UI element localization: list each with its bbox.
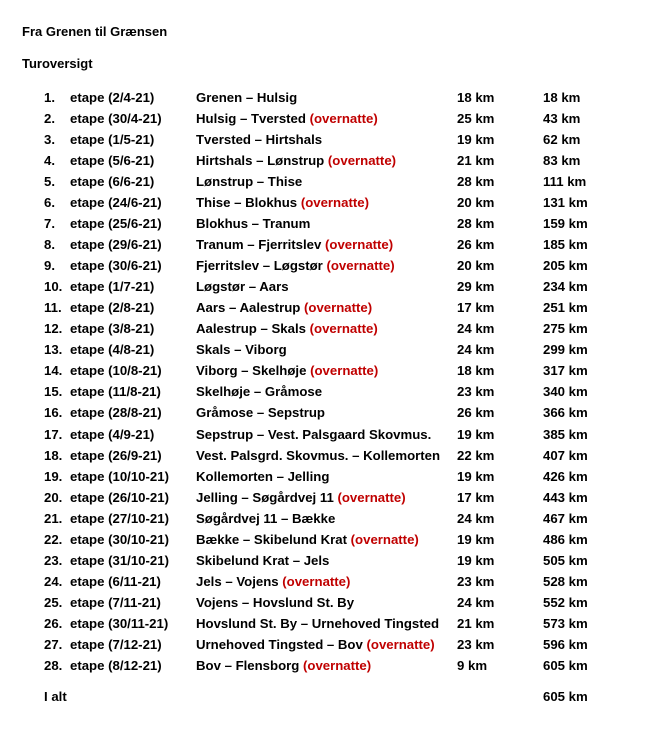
stage-route-text: Blokhus – Tranum: [196, 216, 311, 232]
stage-distance: 24 km: [457, 321, 495, 337]
stage-route: [196, 466, 329, 487]
stage-cumulative-distance: 299 km: [543, 342, 588, 358]
stage-distance: 17 km: [457, 300, 495, 316]
stage-distance: 29 km: [457, 279, 495, 295]
stage-number: 11.: [44, 300, 62, 316]
stage-route-text: Skelhøje – Gråmose: [196, 384, 323, 400]
stage-route-text: Gråmose – Sepstrup: [196, 405, 325, 421]
stage-route-text: Hovslund St. By – Urnehoved Tingsted: [196, 615, 440, 631]
stage-route-text: Jels – Vojens: [196, 573, 279, 589]
stage-distance: 9 km: [457, 657, 488, 673]
overnight-note: (overnatte): [309, 321, 378, 337]
overnight-note: (overnatte): [309, 111, 378, 127]
stage-route: [196, 129, 322, 150]
stage-list: [0, 87, 646, 676]
stage-distance: 23 km: [457, 636, 495, 652]
overnight-note: (overnatte): [350, 531, 419, 547]
stage-route-text: Thise – Blokhus: [196, 195, 298, 211]
stage-date: etape (25/6-21): [70, 216, 162, 232]
stage-route: [196, 234, 393, 255]
stage-date: etape (7/12-21): [70, 636, 162, 652]
stage-cumulative-distance: 251 km: [543, 300, 588, 316]
stage-row: [0, 592, 646, 613]
stage-route: [196, 318, 378, 339]
stage-date: etape (2/4-21): [70, 90, 155, 105]
stage-number: 28.: [44, 657, 63, 673]
stage-cumulative-distance: 185 km: [543, 237, 588, 253]
stage-cumulative-distance: 340 km: [543, 384, 588, 400]
stage-number: 4.: [44, 153, 55, 169]
stage-number: 5.: [44, 174, 55, 190]
stage-route-text: Fjerritslev – Løgstør: [196, 258, 323, 274]
stage-number: 7.: [44, 216, 55, 232]
stage-date: etape (11/8-21): [70, 384, 161, 400]
stage-number: 8.: [44, 237, 55, 253]
stage-route: [196, 550, 329, 571]
stage-distance: 21 km: [457, 153, 495, 169]
stage-row: [0, 571, 646, 592]
stage-date: etape (8/12-21): [70, 657, 162, 673]
stage-route: [196, 613, 439, 634]
stage-row: [0, 424, 646, 445]
stage-number: 16.: [44, 405, 63, 421]
stage-route-text: Viborg – Skelhøje: [196, 363, 307, 379]
stage-number: 25.: [44, 594, 63, 610]
stage-route-text: Aalestrup – Skals: [196, 321, 306, 337]
stage-route-text: Søgårdvej 11 – Bække: [196, 510, 336, 526]
stage-distance: 19 km: [457, 468, 495, 484]
stage-date: etape (3/8-21): [70, 321, 155, 337]
stage-distance: 22 km: [457, 447, 495, 463]
stage-row: [0, 150, 646, 171]
stage-row: [0, 192, 646, 213]
overnight-note: (overnatte): [303, 657, 372, 673]
total-value: 605 km: [543, 689, 588, 704]
stage-cumulative-distance: 366 km: [543, 405, 588, 421]
stage-distance: 24 km: [457, 510, 495, 526]
stage-date: etape (26/10-21): [70, 489, 169, 505]
stage-route-text: Kollemorten – Jelling: [196, 468, 330, 484]
stage-date: etape (30/6-21): [70, 258, 162, 274]
stage-route: [196, 171, 302, 192]
stage-route-text: Bække – Skibelund Krat: [196, 531, 347, 547]
stage-route-text: Skibelund Krat – Jels: [196, 552, 330, 568]
overnight-note: (overnatte): [366, 636, 435, 652]
stage-distance: 28 km: [457, 216, 495, 232]
stage-distance: 18 km: [457, 90, 495, 105]
stage-row: [0, 634, 646, 655]
stage-route: [196, 508, 335, 529]
stage-route-text: Hulsig – Tversted: [196, 111, 306, 127]
stage-route: [196, 634, 435, 655]
stage-route: [196, 339, 287, 360]
stage-number: 14.: [44, 363, 63, 379]
stage-date: etape (6/6-21): [70, 174, 155, 190]
total-label: I alt: [44, 689, 67, 704]
stage-route-text: Tranum – Fjerritslev: [196, 237, 322, 253]
stage-date: etape (27/10-21): [70, 510, 169, 526]
stage-number: 24.: [44, 573, 63, 589]
stage-date: etape (6/11-21): [70, 573, 161, 589]
stage-route: [196, 297, 372, 318]
stage-distance: 25 km: [457, 111, 495, 127]
stage-route: [196, 108, 378, 129]
document-subtitle: Turoversigt: [22, 56, 93, 71]
stage-cumulative-distance: 407 km: [543, 447, 588, 463]
overnight-note: (overnatte): [300, 195, 369, 211]
stage-route-text: Lønstrup – Thise: [196, 174, 303, 190]
stage-distance: 19 km: [457, 531, 495, 547]
stage-row: [0, 87, 646, 108]
stage-distance: 23 km: [457, 573, 495, 589]
stage-cumulative-distance: 467 km: [543, 510, 588, 526]
stage-route-text: Bov – Flensborg: [196, 657, 300, 673]
stage-route-text: Tversted – Hirtshals: [196, 132, 323, 148]
stage-row: [0, 402, 646, 423]
stage-route-text: Skals – Viborg: [196, 342, 287, 358]
stage-row: [0, 613, 646, 634]
stage-date: etape (31/10-21): [70, 552, 169, 568]
stage-date: etape (30/10-21): [70, 531, 169, 547]
overnight-note: (overnatte): [304, 300, 373, 316]
stage-row: [0, 529, 646, 550]
stage-route: [196, 424, 431, 445]
stage-cumulative-distance: 43 km: [543, 111, 581, 127]
total-row: [0, 686, 646, 707]
stage-route-text: Vojens – Hovslund St. By: [196, 594, 355, 610]
overnight-note: (overnatte): [337, 489, 406, 505]
stage-cumulative-distance: 573 km: [543, 615, 588, 631]
stage-number: 9.: [44, 258, 55, 274]
stage-route: [196, 445, 440, 466]
stage-date: etape (1/5-21): [70, 132, 155, 148]
stage-number: 6.: [44, 195, 55, 211]
stage-route-text: Hirtshals – Lønstrup: [196, 153, 325, 169]
stage-route: [196, 276, 289, 297]
stage-route-text: Sepstrup – Vest. Palsgaard Skovmus.: [196, 426, 432, 442]
stage-distance: 19 km: [457, 132, 495, 148]
stage-route: [196, 360, 378, 381]
stage-cumulative-distance: 443 km: [543, 489, 588, 505]
stage-route-text: Urnehoved Tingsted – Bov: [196, 636, 363, 652]
stage-route-text: Grenen – Hulsig: [196, 90, 298, 105]
stage-cumulative-distance: 275 km: [543, 321, 588, 337]
overnight-note: (overnatte): [310, 363, 379, 379]
stage-row: [0, 255, 646, 276]
stage-route: [196, 571, 350, 592]
stage-number: 26.: [44, 615, 63, 631]
stage-row: [0, 466, 646, 487]
overnight-note: (overnatte): [282, 573, 351, 589]
stage-cumulative-distance: 385 km: [543, 426, 588, 442]
stage-route-text: Løgstør – Aars: [196, 279, 289, 295]
stage-row: [0, 360, 646, 381]
stage-route: [196, 655, 371, 676]
stage-distance: 26 km: [457, 237, 495, 253]
stage-route: [196, 529, 419, 550]
stage-route-text: Jelling – Søgårdvej 11: [196, 489, 334, 505]
stage-distance: 20 km: [457, 195, 495, 211]
stage-distance: 18 km: [457, 363, 495, 379]
stage-date: etape (5/6-21): [70, 153, 155, 169]
stage-cumulative-distance: 83 km: [543, 153, 581, 169]
stage-route: [196, 255, 395, 276]
stage-cumulative-distance: 159 km: [543, 216, 588, 232]
stage-number: 18.: [44, 447, 63, 463]
stage-cumulative-distance: 18 km: [543, 90, 581, 105]
stage-number: 27.: [44, 636, 63, 652]
stage-route: [196, 87, 297, 108]
stage-route: [196, 381, 322, 402]
stage-number: 21.: [44, 510, 63, 526]
stage-number: 17.: [44, 426, 63, 442]
stage-row: [0, 276, 646, 297]
stage-distance: 23 km: [457, 384, 495, 400]
stage-distance: 28 km: [457, 174, 495, 190]
stage-distance: 26 km: [457, 405, 495, 421]
stage-date: etape (1/7-21): [70, 279, 155, 295]
stage-distance: 20 km: [457, 258, 495, 274]
stage-number: 2.: [44, 111, 55, 127]
stage-number: 10.: [44, 279, 63, 295]
stage-route: [196, 150, 396, 171]
stage-route: [196, 192, 369, 213]
stage-row: [0, 550, 646, 571]
stage-date: etape (2/8-21): [70, 300, 155, 316]
stage-route: [196, 402, 325, 423]
stage-cumulative-distance: 486 km: [543, 531, 588, 547]
stage-route-text: Aars – Aalestrup: [196, 300, 301, 316]
stage-row: [0, 339, 646, 360]
overnight-note: (overnatte): [327, 153, 397, 169]
stage-route: [196, 213, 310, 234]
stage-distance: 21 km: [457, 615, 495, 631]
stage-cumulative-distance: 317 km: [543, 363, 588, 379]
stage-date: etape (4/8-21): [70, 342, 155, 358]
stage-distance: 24 km: [457, 594, 495, 610]
stage-cumulative-distance: 111 km: [543, 174, 587, 190]
overnight-note: (overnatte): [325, 237, 394, 253]
stage-cumulative-distance: 131 km: [543, 195, 588, 211]
stage-cumulative-distance: 505 km: [543, 552, 588, 568]
stage-number: 3.: [44, 132, 55, 148]
stage-row: [0, 508, 646, 529]
stage-date: etape (29/6-21): [70, 237, 162, 253]
stage-cumulative-distance: 426 km: [543, 468, 588, 484]
stage-distance: 17 km: [457, 489, 495, 505]
stage-cumulative-distance: 234 km: [543, 279, 588, 295]
stage-cumulative-distance: 62 km: [543, 132, 581, 148]
stage-number: 19.: [44, 468, 63, 484]
stage-row: [0, 297, 646, 318]
stage-row: [0, 318, 646, 339]
stage-date: etape (7/11-21): [70, 594, 161, 610]
stage-route: [196, 592, 354, 613]
document-title: Fra Grenen til Grænsen: [22, 24, 168, 39]
stage-row: [0, 108, 646, 129]
stage-cumulative-distance: 605 km: [543, 657, 588, 673]
stage-number: 20.: [44, 489, 63, 505]
stage-route-text: Vest. Palsgrd. Skovmus. – Kollemorten: [196, 447, 441, 463]
stage-date: etape (26/9-21): [70, 447, 162, 463]
stage-row: [0, 171, 646, 192]
stage-number: 12.: [44, 321, 63, 337]
stage-row: [0, 129, 646, 150]
overnight-note: (overnatte): [326, 258, 395, 274]
stage-date: etape (28/8-21): [70, 405, 162, 421]
stage-row: [0, 487, 646, 508]
stage-number: 15.: [44, 384, 63, 400]
stage-distance: 24 km: [457, 342, 495, 358]
stage-number: 1.: [44, 90, 55, 105]
stage-row: [0, 445, 646, 466]
stage-date: etape (24/6-21): [70, 195, 162, 211]
stage-distance: 19 km: [457, 552, 495, 568]
stage-cumulative-distance: 552 km: [543, 594, 588, 610]
stage-row: [0, 213, 646, 234]
stage-route: [196, 487, 406, 508]
stage-date: etape (30/11-21): [70, 615, 169, 631]
stage-cumulative-distance: 528 km: [543, 573, 588, 589]
stage-distance: 19 km: [457, 426, 495, 442]
stage-cumulative-distance: 596 km: [543, 636, 588, 652]
stage-date: etape (10/8-21): [70, 363, 162, 379]
stage-row: [0, 234, 646, 255]
stage-number: 23.: [44, 552, 63, 568]
stage-row: [0, 655, 646, 676]
stage-number: 13.: [44, 342, 63, 358]
stage-date: etape (10/10-21): [70, 468, 169, 484]
stage-number: 22.: [44, 531, 63, 547]
stage-cumulative-distance: 205 km: [543, 258, 588, 274]
stage-date: etape (4/9-21): [70, 426, 155, 442]
stage-date: etape (30/4-21): [70, 111, 162, 127]
stage-row: [0, 381, 646, 402]
